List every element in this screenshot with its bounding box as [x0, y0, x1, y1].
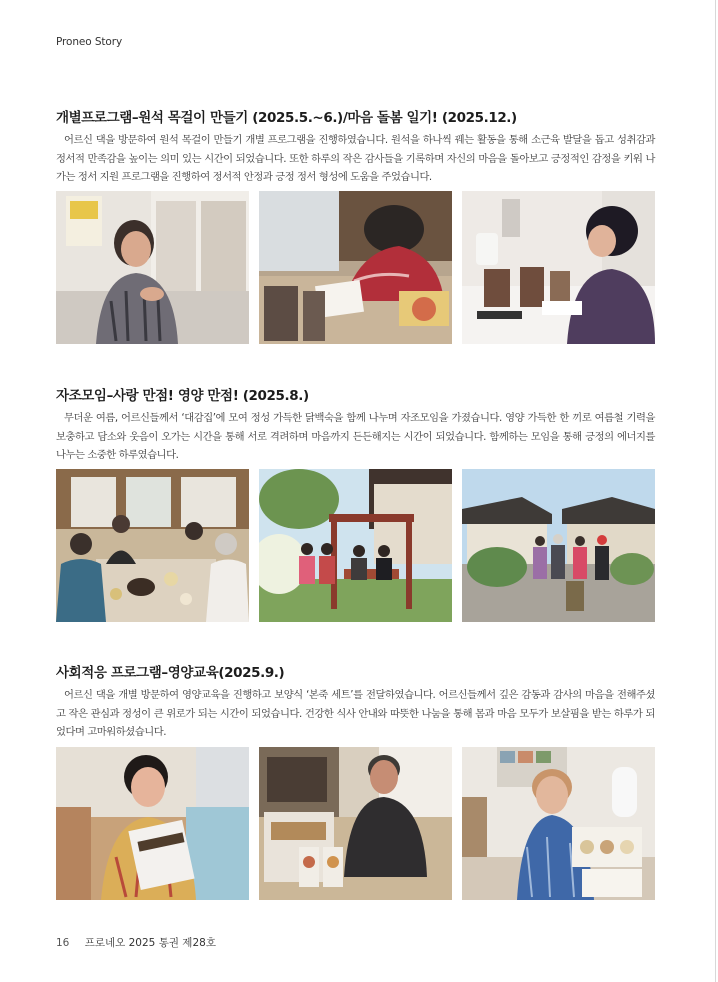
section-individual-program — [56, 109, 655, 187]
page-edge-line — [715, 0, 716, 982]
photo-row-social-adaptation — [56, 747, 655, 900]
photo-row-individual-program — [56, 191, 655, 344]
running-header: Proneo Story — [56, 36, 123, 48]
section-self-help-group — [56, 387, 655, 465]
group-at-hanok-photo — [462, 469, 655, 622]
elder-writing-at-table-photo — [462, 191, 655, 344]
elder-making-necklace-photo — [56, 191, 249, 344]
photo-row-self-help-group — [56, 469, 655, 622]
section-body: 어르신 댁을 개별 방문하여 영양교육을 진행하고 보양식 ‘본죽 세트’를 전달하였습니다. 어르신들께서 깊은 감동과 감사의 마음을 전해주셨고 작은 관심과 정성이 큰 위로가 되는 시간이 되었습니다. 건강한 식사 안내와 따뜻한 나눔을 통해 몸과 마음 모두가 보살핌을 받는 하루가 되었다며 고마워하셨습니다. — [56, 689, 655, 738]
section-title: 사회적응 프로그램–영양교육(2025.9.) — [56, 665, 285, 681]
section-body: 어르신 댁을 방문하여 원석 목걸이 만들기 개별 프로그램을 진행하였습니다. 원석을 하나씩 꿰는 활동을 통해 소근육 발달을 돕고 성취감과 정서적 만족감을 높이는 의미 있는 시간이 되었습니다. 또한 하루의 작은 감사들을 기록하며 자신의 마음을 돌아보고 긍정적인 감정을 키워 나가는 정서 지원 프로그램을 진행하여 정서적 안정과 긍정 정서 형성에 도움을 주었습니다. — [56, 134, 655, 183]
group-on-swing-photo — [259, 469, 452, 622]
elder-with-gift-box-photo — [56, 747, 249, 900]
section-body: 무더운 여름, 어르신들께서 ‘대감집’에 모여 정성 가득한 닭백숙을 함께 나누며 자조모임을 가졌습니다. 영양 가득한 한 끼로 여름철 기력을 보충하고 담소와 웃음이 오가는 시간을 통해 서로 격려하며 마음까지 든든해지는 시간이 되었습니다. 함께하는 모임을 통해 긍정의 에너지를 나누는 소중한 하루였습니다. — [56, 412, 655, 461]
group-meal-photo — [56, 469, 249, 622]
elder-with-porridge-set-photo — [462, 747, 655, 900]
page-number: 16 — [56, 937, 70, 949]
section-social-adaptation — [56, 664, 655, 742]
section-title: 개별프로그램–원석 목걸이 만들기 (2025.5.~6.)/마음 돌봄 일기! (2025.12.) — [56, 110, 517, 126]
magazine-issue: 프로네오 2025 통권 제28호 — [84, 937, 216, 949]
section-title: 자조모임–사랑 만점! 영양 만점! (2025.8.) — [56, 388, 309, 404]
elder-receiving-gift-photo — [259, 747, 452, 900]
elder-writing-diary-photo — [259, 191, 452, 344]
page-footer — [56, 935, 216, 950]
